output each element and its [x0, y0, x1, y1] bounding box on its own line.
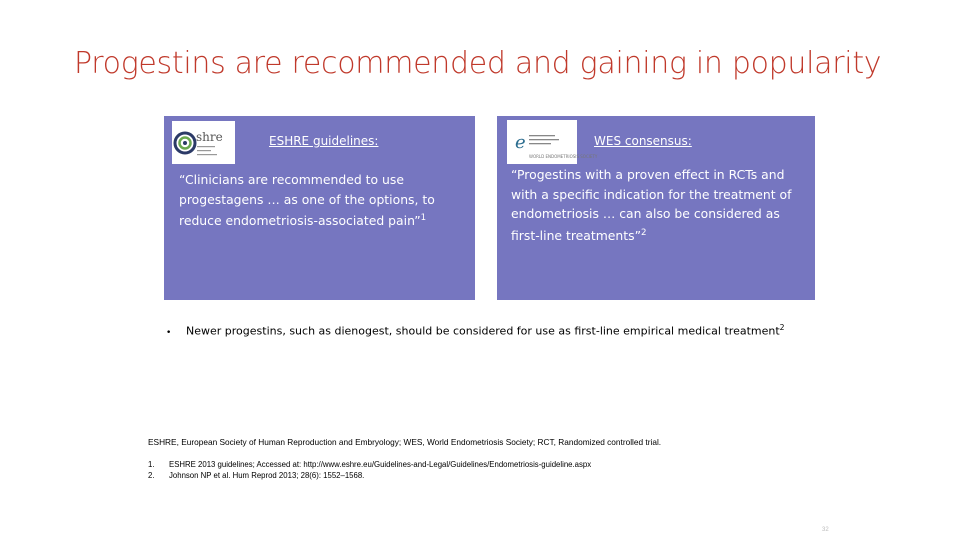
eshre-quote: “Clinicians are recommended to use progestagens … as one of the options, to reduce endometriosis-associated pain”$^1$	[179, 172, 435, 229]
reference-text: ESHRE 2013 guidelines; Accessed at: http://www.eshre.eu/Guidelines-and-Legal/Guidelines/Endometriosis-guideline.aspx	[169, 460, 592, 469]
reference-item	[148, 459, 591, 470]
bullet-ref: 2	[779, 323, 785, 332]
reference-number: 1.	[148, 460, 155, 469]
reference-item	[148, 470, 591, 481]
wes-quote: “Progestins with a proven effect in RCTs and with a specific indication for the treatment of endometriosis … can also be considered as first-line treatments”$^2$	[511, 167, 792, 243]
wes-logo-icon	[507, 120, 598, 164]
reference-number: 2.	[148, 471, 155, 480]
abbreviations-footnote: ESHRE, European Society of Human Reproduction and Embryology; WES, World Endometriosis Society; RCT, Randomized controlled trial.	[148, 437, 662, 447]
bullet-text: Newer progestins, such as dienogest, should be considered for use as first-line empirical medical treatment	[186, 324, 780, 338]
eshre-guideline-box	[164, 116, 475, 300]
references-list	[148, 459, 591, 481]
wes-heading: WES consensus:	[594, 134, 692, 148]
wes-consensus-box	[497, 116, 815, 300]
svg-text:shre: shre	[196, 130, 223, 144]
page-number: 32	[822, 527, 829, 533]
wes-logo-text: WORLD ENDOMETRIOSIS SOCIETY	[529, 154, 598, 159]
eshre-logo	[172, 121, 235, 164]
svg-text:e: e	[515, 132, 526, 153]
eshre-logo-icon	[172, 121, 235, 164]
slide-title: Progestins are recommended and gaining in popularity	[74, 46, 882, 81]
wes-logo	[507, 120, 598, 164]
eshre-heading: ESHRE guidelines:	[269, 134, 379, 148]
wes-quote-ref: 2	[641, 227, 647, 238]
eshre-quote-ref: 1	[420, 213, 427, 223]
bullet-marker: •	[166, 327, 172, 338]
reference-text: Johnson NP et al. Hum Reprod 2013; 28(6): 1552–1568.	[169, 471, 365, 480]
bullet-point	[166, 323, 785, 338]
